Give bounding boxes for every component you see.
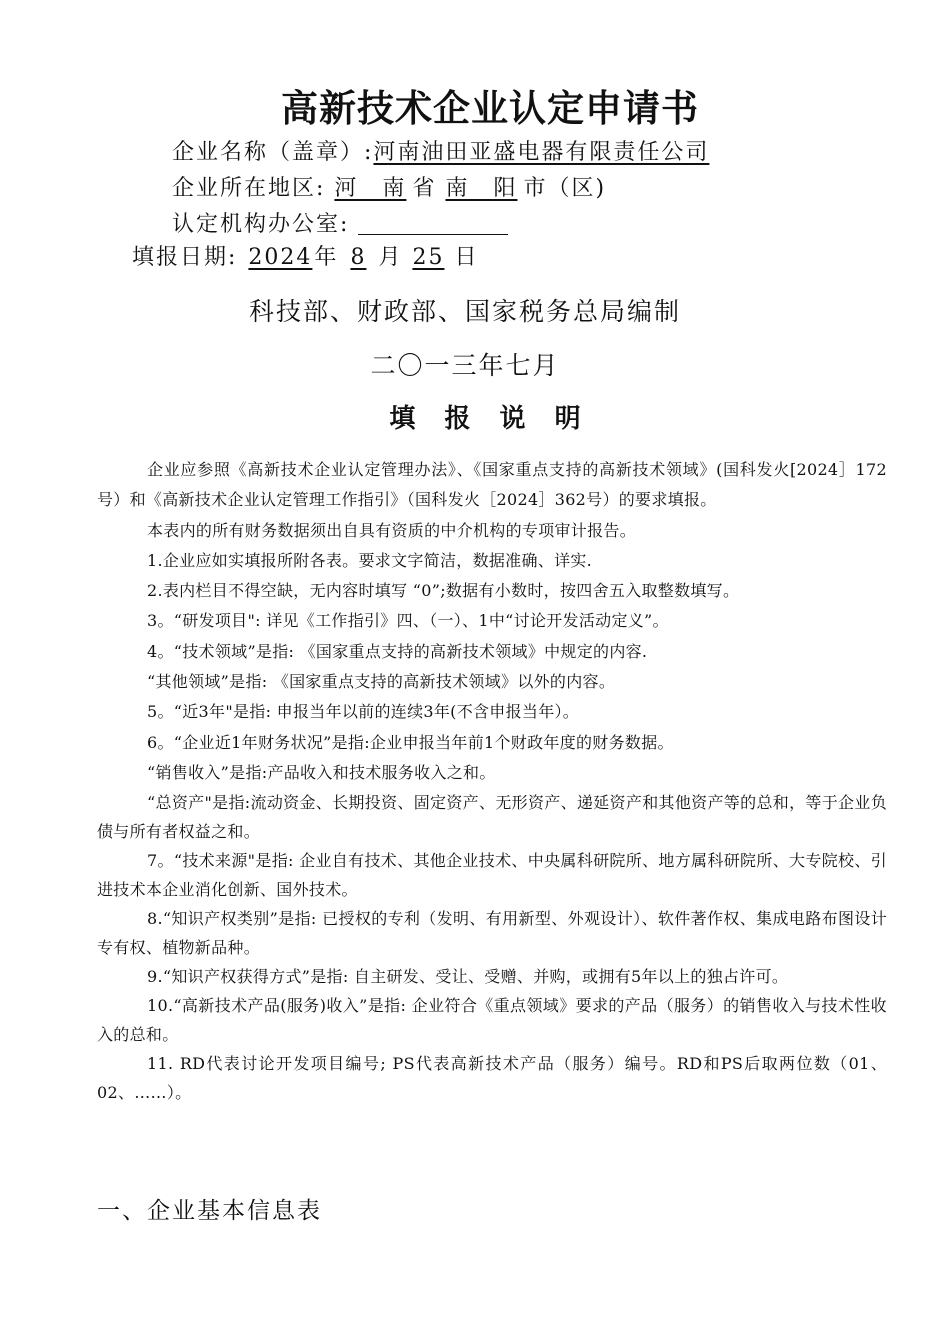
region-province: 河 南 <box>334 176 407 201</box>
document-title: 高新技术企业认定申请书 <box>281 87 699 130</box>
instruction-paragraph: 4。“技术领域”是指: 《国家重点支持的高新技术领域》中规定的内容. <box>147 641 648 661</box>
instruction-paragraph: 9.“知识产权获得方式”是指: 自主研发、受让、受赠、并购，或拥有5年以上的独占许可。 <box>147 967 789 987</box>
fill-date-month: 8 <box>350 245 367 270</box>
fill-date-year: 2024 <box>248 245 313 270</box>
instruction-paragraph: 5。“近3年"是指: 申报当年以前的连续3年(不含申报当年）。 <box>147 702 580 722</box>
fill-date-month-suffix: 月 <box>378 245 403 270</box>
instruction-paragraph: “其他领域”是指: 《国家重点支持的高新技术领域》以外的内容。 <box>147 672 616 692</box>
office-label: 认定机构办公室: <box>172 212 350 237</box>
instruction-paragraph: 7。“技术来源"是指: 企业自有技术、其他企业技术、中央属科研院所、地方属科研院所、大专院校、引进技术本企业消化创新、国外技术。 <box>97 851 887 900</box>
fill-date-year-suffix: 年 <box>314 245 339 270</box>
fill-date-line <box>132 243 478 273</box>
compile-date: 二〇一三年七月 <box>370 351 560 380</box>
instruction-paragraph: 11. RD代表讨论开发项目编号; PS代表高新技术产品（服务）编号。RD和PS后取两位数（01、02、……）。 <box>97 1054 887 1103</box>
instruction-paragraph: 6。“企业近1年财务状况”是指:企业申报当年前1个财政年度的财务数据。 <box>147 732 674 752</box>
instruction-paragraph: 2.表内栏目不得空缺，无内容时填写 “0”;数据有小数时，按四舍五入取整数填写。 <box>147 581 740 601</box>
fill-date-day: 25 <box>412 245 445 270</box>
instructions-heading: 填 报 说 明 <box>389 404 591 434</box>
office-blank <box>358 212 508 235</box>
region-line <box>172 174 606 204</box>
fill-date-label: 填报日期: <box>132 245 238 270</box>
company-name-label: 企业名称（盖章）: <box>172 140 374 165</box>
instruction-paragraph: “销售收入”是指:产品收入和技术服务收入之和。 <box>147 762 496 782</box>
region-label: 企业所在地区: <box>172 176 326 201</box>
company-name-value: 河南油田亚盛电器有限责任公司 <box>373 140 710 165</box>
instruction-paragraph: 本表内的所有财务数据须出自具有资质的中介机构的专项审计报告。 <box>147 520 637 540</box>
company-name-line <box>172 138 709 168</box>
region-city-suffix: 市（区) <box>523 176 607 201</box>
office-line <box>172 210 508 240</box>
instruction-paragraph: 10.“高新技术产品(服务)收入”是指: 企业符合《重点领域》要求的产品（服务）的销售收入与技术性收入的总和。 <box>97 996 887 1045</box>
fill-date-day-suffix: 日 <box>454 245 479 270</box>
instruction-paragraph: 1.企业应如实填报所附各表。要求文字简洁，数据准确、详实. <box>147 550 593 570</box>
instruction-paragraph: 企业应参照《高新技术企业认定管理办法》、《国家重点支持的高新技术领域》(国科发火[2024］172号）和《高新技术企业认定管理工作指引》（国科发火［2024］362号）的要求填报。 <box>97 460 887 510</box>
region-province-suffix: 省 <box>412 176 437 201</box>
instructions-body <box>97 455 887 1107</box>
instruction-paragraph: “总资产"是指:流动资金、长期投资、固定资产、无形资产、递延资产和其他资产等的总和，等于企业负债与所有者权益之和。 <box>97 793 887 842</box>
section-heading-basic-info: 一、企业基本信息表 <box>97 1198 322 1224</box>
instruction-paragraph: 3。“研发项目": 详见《工作指引》四、（一）、1中“讨论开发活动定义”。 <box>147 611 669 631</box>
region-city: 南 阳 <box>445 176 518 201</box>
instruction-paragraph: 8.“知识产权类别”是指: 已授权的专利（发明、有用新型、外观设计）、软件著作权、集成电路布图设计专有权、植物新品种。 <box>97 909 887 958</box>
compiler: 科技部、财政部、国家税务总局编制 <box>248 297 681 326</box>
